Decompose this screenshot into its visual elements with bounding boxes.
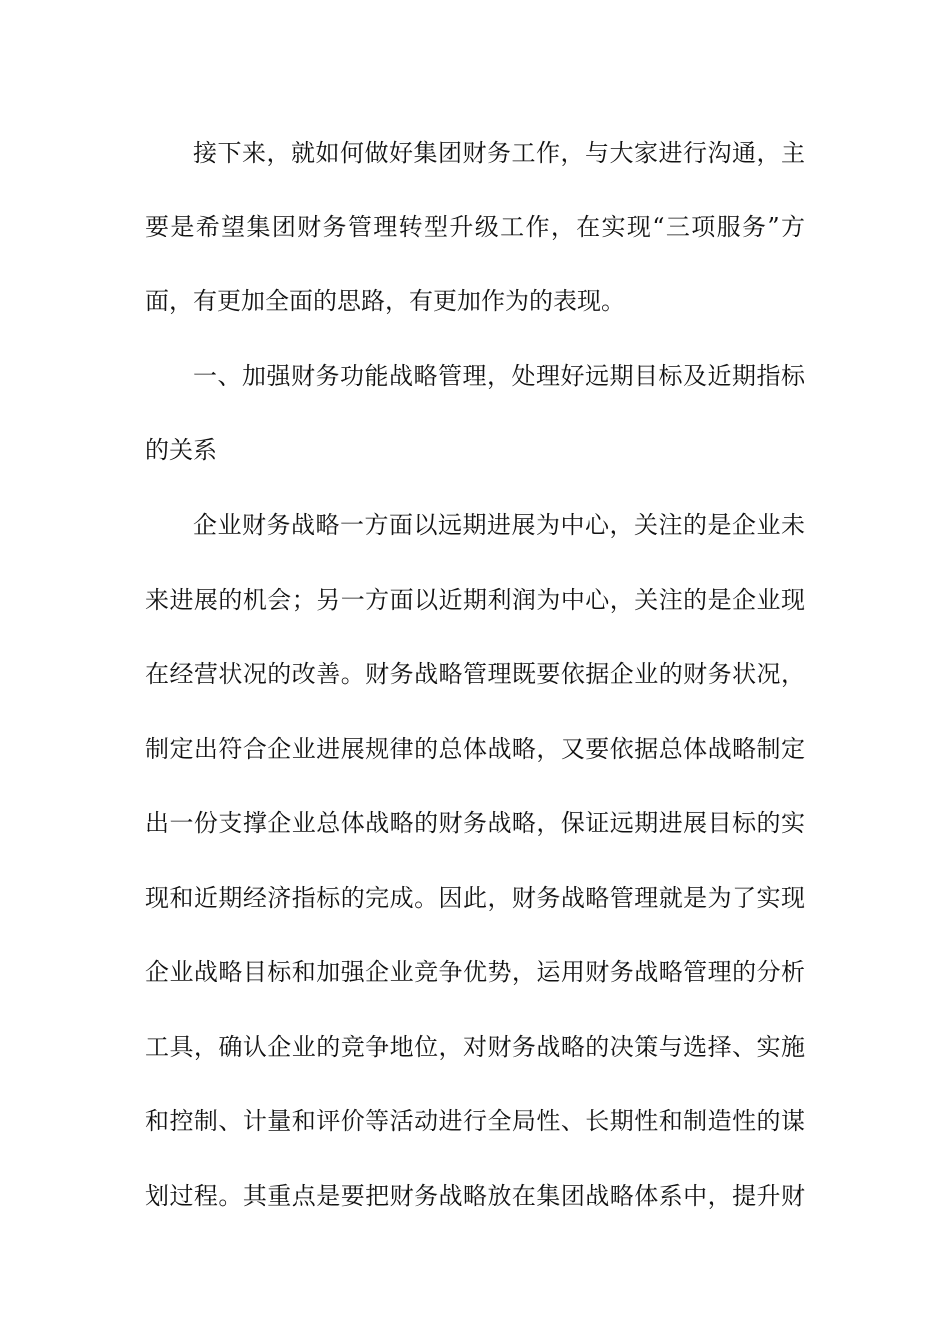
heading-1-line-2: 的关系	[145, 436, 217, 464]
paragraph-2-line-9: 和控制、计量和评价等活动进行全局性、长期性和制造性的谋	[145, 1107, 805, 1135]
paragraph-2-line-1: 企业财务战略一方面以远期进展为中心，关注的是企业未	[193, 511, 805, 539]
paragraph-2-line-2: 来进展的机会；另一方面以近期利润为中心，关注的是企业现	[145, 586, 805, 614]
paragraph-2-line-8: 工具，确认企业的竞争地位，对财务战略的决策与选择、实施	[145, 1033, 805, 1061]
heading-1-line-1: 一、加强财务功能战略管理，处理好远期目标及近期指标	[193, 362, 805, 390]
paragraph-1-line-2: 要是希望集团财务管理转型升级工作，在实现“三项服务”方	[145, 213, 805, 241]
paragraph-2-line-6: 现和近期经济指标的完成。因此，财务战略管理就是为了实现	[145, 884, 805, 912]
paragraph-1-line-3: 面，有更加全面的思路，有更加作为的表现。	[145, 287, 625, 315]
paragraph-2-line-4: 制定出符合企业进展规律的总体战略，又要依据总体战略制定	[145, 735, 805, 763]
paragraph-2-line-10: 划过程。其重点是要把财务战略放在集团战略体系中，提升财	[145, 1182, 805, 1210]
paragraph-2-line-5: 出一份支撑企业总体战略的财务战略，保证远期进展目标的实	[145, 809, 805, 837]
paragraph-2-line-3: 在经营状况的改善。财务战略管理既要依据企业的财务状况，	[145, 660, 805, 688]
paragraph-1-line-1: 接下来，就如何做好集团财务工作，与大家进行沟通，主	[193, 139, 805, 167]
paragraph-2-line-7: 企业战略目标和加强企业竞争优势，运用财务战略管理的分析	[145, 958, 805, 986]
